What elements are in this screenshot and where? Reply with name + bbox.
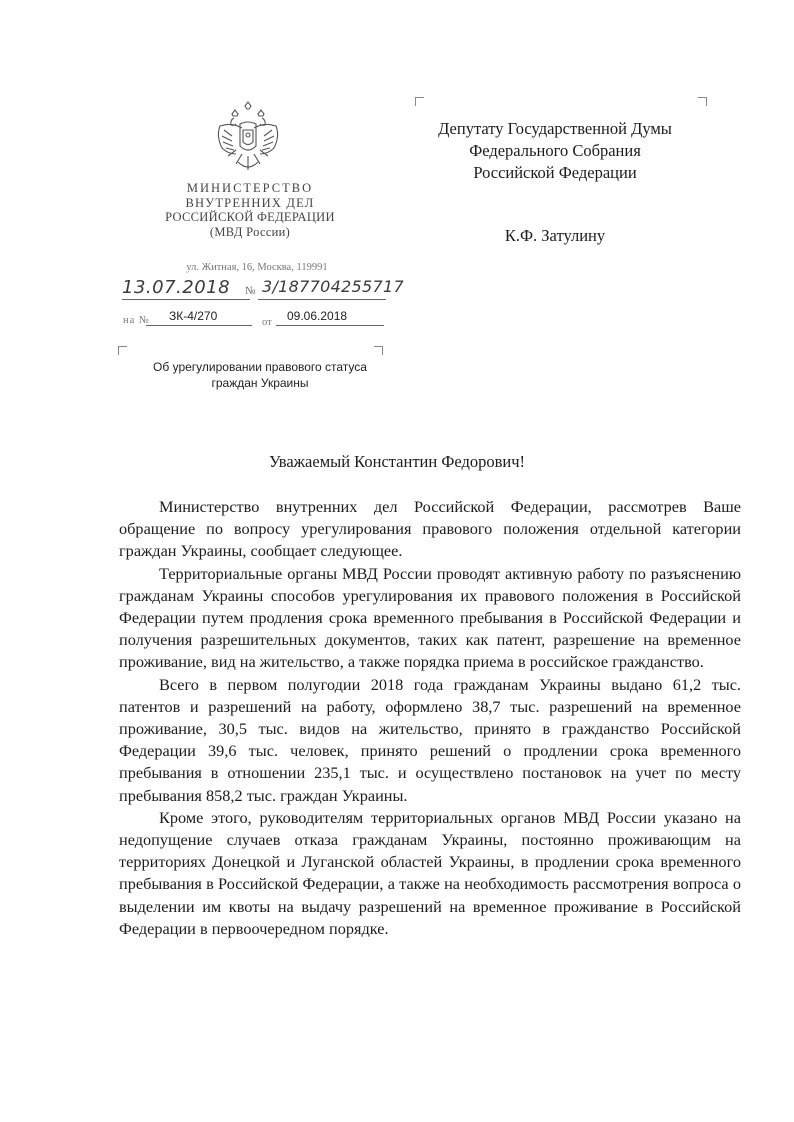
outgoing-number: 3/187704255717 <box>262 277 404 296</box>
body-paragraph: Министерство внутренних дел Российской Федерации, рассмотрев Ваше обращение по вопросу урегулирования правового положения отдельной категории граждан Украины, сообщает следующее. <box>119 497 741 561</box>
corner-mark <box>698 97 707 106</box>
ministry-line: ВНУТРЕННИХ ДЕЛ <box>185 195 315 210</box>
reference-date-label: от <box>262 317 272 328</box>
letter-body <box>119 496 741 940</box>
outgoing-date: 13.07.2018 <box>122 277 231 298</box>
date-underline <box>122 299 250 300</box>
addressee-line: Федерального Собрания <box>469 141 641 160</box>
ministry-header <box>140 181 360 239</box>
reference-label: на № <box>123 315 150 326</box>
greeting: Уважаемый Константин Федорович! <box>268 452 526 471</box>
letter-subject: Об урегулировании правового статуса граждан Украины <box>153 360 367 390</box>
addressee-line: Российской Федерации <box>473 163 637 182</box>
corner-mark <box>118 346 127 355</box>
body-paragraph: Кроме этого, руководителям территориальных органов МВД России указано на недопущение случаев отказа гражданам Украины, постоянно проживающим на территориях Донецкой и Луганской областей Украины, в продлении срока временного пребывания в Российской Федерации, а также на необходимость рассмотрения вопроса о выделении им квоты на выдачу разрешений на временное проживание в Российской Федерации в первоочередном порядке. <box>119 807 741 938</box>
coat-of-arms-emblem <box>212 100 284 178</box>
body-paragraph: Всего в первом полугодии 2018 года гражданам Украины выдано 61,2 тыс. патентов и разрешений на работу, оформлено 38,7 тыс. разрешений на временное проживание, 30,5 тыс. видов на жительство, принято в гражданство Российской Федерации 39,6 тыс. человек, принято решений о продлении срока временного пребывания в отношении 235,1 тыс. и осуществлено постановок на учет по месту пребывания 858,2 тыс. граждан Украины. <box>119 674 741 805</box>
ministry-address: ул. Житная, 16, Москва, 119991 <box>186 262 328 273</box>
reference-number: ЗК-4/270 <box>169 309 218 323</box>
reference-underline <box>146 325 252 326</box>
ministry-line: МИНИСТЕРСТВО <box>186 181 314 195</box>
body-paragraph: Территориальные органы МВД России проводят активную работу по разъяснению гражданам Украины способов урегулирования их правового положения в Российской Федерации путем продления срока временного пребывания в Российской Федерации и получения разрешительных документов, таких как патент, разрешение на временное проживание, вид на жительство, а также порядка приема в российское гражданство. <box>119 563 741 672</box>
number-mark: № <box>245 285 256 297</box>
ministry-line: РОССИЙСКОЙ ФЕДЕРАЦИИ <box>165 210 335 224</box>
recipient-name: К.Ф. Затулину <box>504 226 606 245</box>
number-underline <box>258 299 386 300</box>
reference-date: 09.06.2018 <box>287 309 348 323</box>
addressee-block <box>410 118 700 184</box>
addressee-line: Депутату Государственной Думы <box>438 119 672 138</box>
corner-mark <box>374 346 383 355</box>
corner-mark <box>415 97 424 106</box>
ministry-line: (МВД России) <box>209 224 291 239</box>
reference-date-underline <box>276 325 384 326</box>
